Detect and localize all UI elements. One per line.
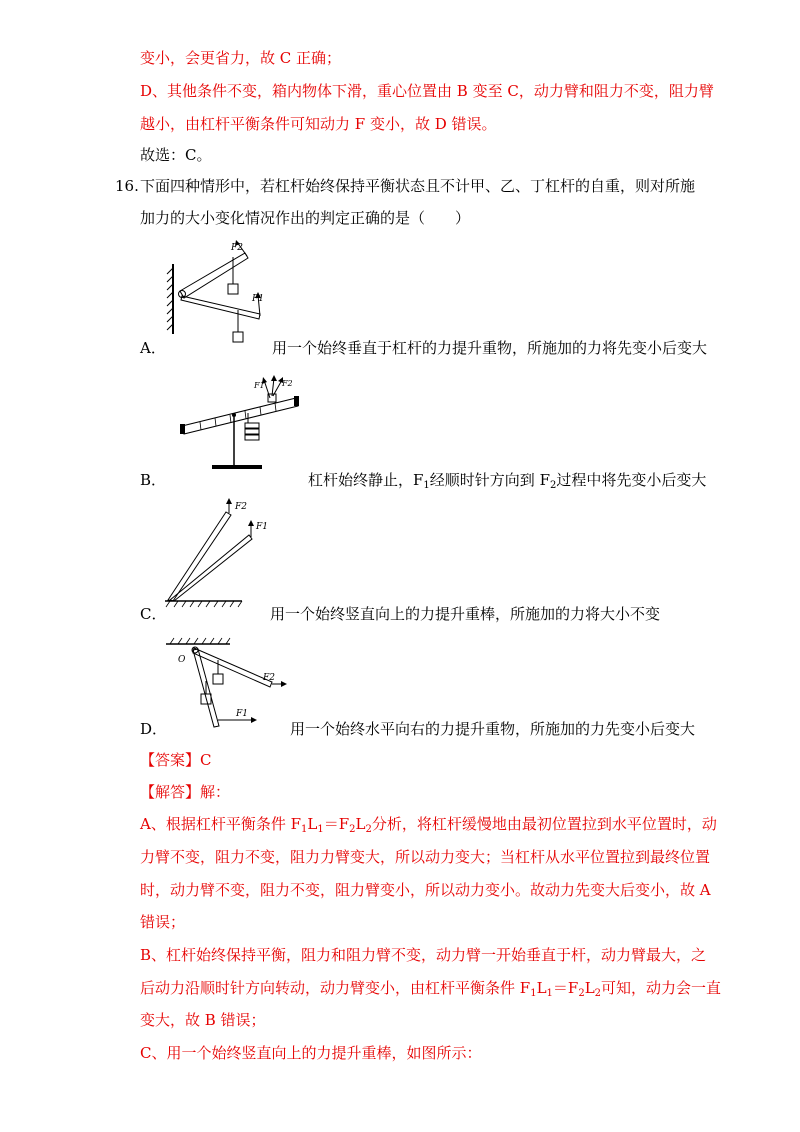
explanation-a-4: 错误； [140,913,186,931]
fig-c-f2-label: F2 [235,502,247,512]
fig-d-o-label: O [178,655,186,665]
prev-line-3: 越小，由杠杆平衡条件可知动力 F 变小，故 D 错误。 [140,115,497,133]
option-b-text: 杠杆始终静止，$F_1$经顺时针方向到 $F_2$过程中将先变小后变大 [308,471,707,491]
fig-a-f1-label: F1 [252,294,264,304]
fig-d-f1-label: F1 [236,709,248,719]
explanation-c-1: C、用一个始终竖直向上的力提升重棒，如图所示： [140,1044,482,1062]
answer-label: 【答案】C [140,751,212,769]
figure-a [160,234,270,346]
option-d-text: 用一个始终水平向右的力提升重物，所施加的力先变小后变大 [290,720,696,738]
fig-d-f2-label: F2 [263,673,275,683]
explanation-a-2: 力臂不变，阻力不变，阻力力臂变大，所以动力变大；当杠杆从水平位置拉到最终位置 [140,848,711,866]
option-a-label: A． [140,339,166,357]
explanation-a-3: 时，动力臂不变，阻力不变，阻力臂变小，所以动力变小。故动力先变大后变小，故 A [140,881,711,899]
explanation-b-3: 变大，故 B 错误； [140,1011,266,1029]
option-a-text: 用一个始终垂直于杠杆的力提升重物，所施加的力将先变小后变大 [272,339,708,357]
fig-c-f1-label: F1 [256,522,268,532]
prev-line-1: 变小，会更省力，故 C 正确； [140,49,342,67]
explanation-b-2: 后动力沿顺时针方向转动，动力臂变小，由杠杆平衡条件 $F_1L_1=F_2L_2$可知，动力会一直 [140,979,722,999]
prev-line-2: D、其他条件不变，箱内物体下滑，重心位置由 B 变至 C，动力臂和阻力不变，阻力臂 [140,82,714,100]
fig-b-f2-label: F2 [282,379,293,388]
question-text-2: 加力的大小变化情况作出的判定正确的是（ ） [140,209,471,227]
analysis-label: 【解答】解： [140,783,231,801]
option-c-text: 用一个始终竖直向上的力提升重棒，所施加的力将大小不变 [270,605,661,623]
explanation-a-1: A、根据杠杆平衡条件 $F_1L_1=F_2L_2$分析，将杠杆缓慢地由最初位置拉到水平位置时，动 [140,815,717,835]
question-text-1: 下面四种情形中，若杠杆始终保持平衡状态且不计甲、乙、丁杠杆的自重，则对所施 [140,177,696,195]
fig-a-f2-label: F2 [231,243,243,253]
explanation-b-1: B、杠杆始终保持平衡，阻力和阻力臂不变，动力臂一开始垂直于杆，动力臂最大，之 [140,946,707,964]
figure-b [170,368,305,478]
option-b-label: B． [140,471,167,489]
fig-b-f1-label: F1 [254,381,265,390]
question-number: 16. [115,177,139,195]
prev-line-4: 故选：C。 [140,146,212,164]
figure-d [160,636,290,736]
option-d-label: D． [140,720,168,738]
figure-c [160,497,275,609]
option-c-label: C． [140,605,167,623]
